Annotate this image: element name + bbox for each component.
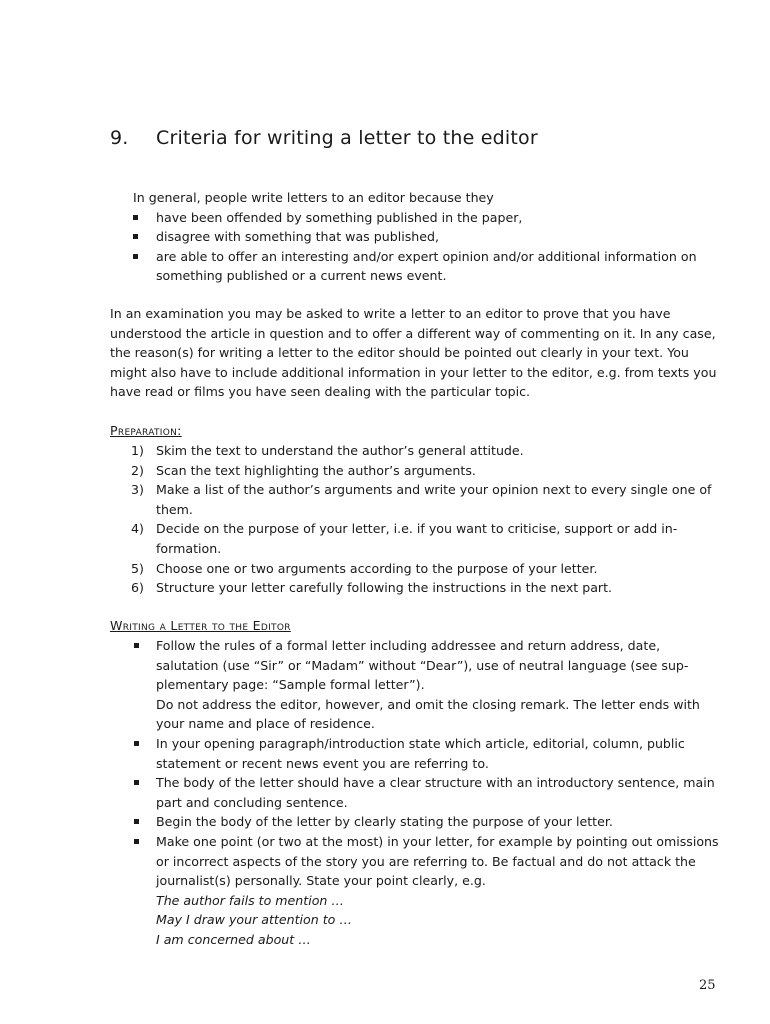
preparation-step: 3) Make a list of the author’s arguments and write your opinion next to every single one of them. <box>131 482 712 517</box>
bullet-icon <box>134 741 139 746</box>
writing-heading: Writing a Letter to the Editor <box>110 618 291 633</box>
intro-bullet-list <box>133 208 733 286</box>
bullet-icon <box>134 839 139 844</box>
preparation-steps <box>110 441 720 598</box>
bullet-icon <box>134 819 139 824</box>
bullet-icon <box>134 780 139 785</box>
preparation-step: 6) Structure your letter carefully following the instructions in the next part. <box>131 580 613 596</box>
preparation-heading: Preparation: <box>110 423 182 438</box>
bullet-icon <box>133 234 138 239</box>
writing-item: Follow the rules of a formal letter including addressee and return address, date, salutation (use “Sir” or “Madam” without “Dear”), use of neutral language (see sup-plementary page: “Sample formal letter”). Do not address the editor, however, and omit the closing remark. The letter ends with your name and place of residence. <box>110 636 720 734</box>
writing-item-note: Do not address the editor, however, and omit the closing remark. The letter ends with your name and place of residence. <box>156 696 700 732</box>
preparation-step: 2) Scan the text highlighting the author’s arguments. <box>131 462 476 478</box>
writing-item: Make one point (or two at the most) in your letter, for example by pointing out omissions or incorrect aspects of the story you are referring to. Be factual and do not attack the journalist(s) personally. State your point clearly, e.g. The author fails to mention … May I draw your attention to … I am concerned about … <box>110 832 720 950</box>
bullet-icon <box>133 215 138 220</box>
intro-bullet: are able to offer an interesting and/or expert opinion and/or additional information on something published or a current news event. <box>133 247 733 286</box>
preparation-step: 5) Choose one or two arguments according to the purpose of your letter. <box>131 560 598 576</box>
example-phrase: May I draw your attention to … <box>156 912 352 928</box>
writing-item: The body of the letter should have a clear structure with an introductory sentence, main part and concluding sentence. <box>110 773 720 812</box>
section-number: 9. <box>110 127 129 149</box>
section-title <box>110 127 538 149</box>
preparation-step: 1) Skim the text to understand the author’s general attitude. <box>131 443 524 458</box>
bullet-icon <box>134 643 139 648</box>
bullet-icon <box>133 254 138 259</box>
preparation-step: 4) Decide on the purpose of your letter, i.e. if you want to criticise, support or add in-formation. <box>131 521 678 556</box>
writing-item: In your opening paragraph/introduction state which article, editorial, column, public statement or recent news event you are referring to. <box>110 734 720 773</box>
intro-bullet: disagree with something that was published, <box>133 227 733 247</box>
exam-paragraph: In an examination you may be asked to write a letter to an editor to prove that you have understood the article in question and to offer a different way of commenting on it. In any case, the reason(s) for writing a letter to the editor should be pointed out clearly in your text. You might also have to include additional information in your letter to the editor, e.g. from texts you have read or films you have seen dealing with the particular topic. <box>110 306 717 400</box>
writing-guidelines <box>110 636 720 950</box>
page-number: 25 <box>699 978 716 993</box>
writing-item: Begin the body of the letter by clearly stating the purpose of your letter. <box>110 812 720 832</box>
intro-block <box>133 188 733 286</box>
example-phrase: I am concerned about … <box>156 931 311 947</box>
intro-lead: In general, people write letters to an editor because they <box>133 190 494 205</box>
intro-bullet: have been offended by something published in the paper, <box>133 208 733 228</box>
section-title-text: Criteria for writing a letter to the editor <box>156 127 538 149</box>
example-phrase: The author fails to mention … <box>156 892 345 908</box>
